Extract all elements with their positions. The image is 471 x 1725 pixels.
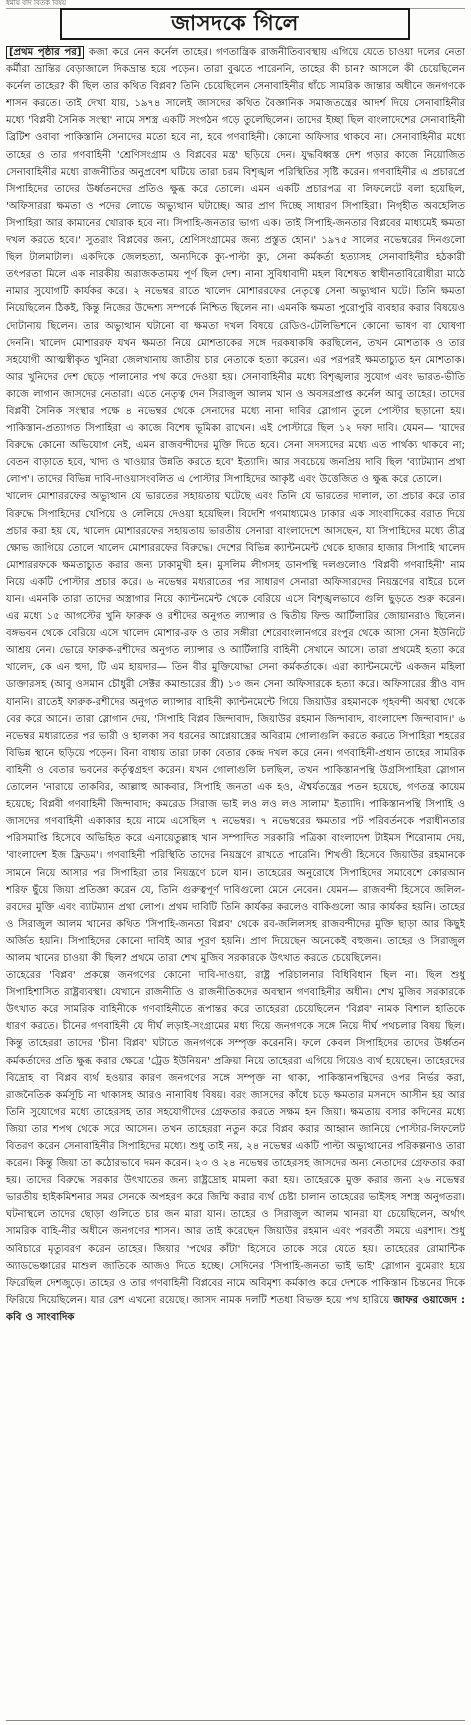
top-text-fragment: ধৰ্মীয় বাদ বিতৰ্ক বিষয় [6, 0, 465, 9]
byline: জাফর ওয়াজেদ : কবি ও সাংবাদিক [6, 1294, 465, 1323]
article-paragraph-2 [6, 488, 465, 967]
article-body [6, 44, 465, 1716]
continuation-tag: [প্রথম পৃষ্ঠার পর] [6, 46, 84, 59]
headline: জাসদকে গিলে [171, 9, 299, 35]
article-paragraph-3 [6, 967, 465, 1326]
bottom-rule [6, 1720, 465, 1721]
paragraph-text: তাহেরের 'বিপ্লব' প্রকল্পে জনগণের কোনো দাবি-দাওয়া, রাষ্ট্র পরিচালনার বিধিবিধান ছিল না। ছিল শুধু সিপাহিশাসিত রাষ্ট্রব্যবস্থা। যেখানে রাজনীতি ও রাজনীতিকদের অবস্থান গণবাহিনীর অধীন। শেখ মুজিব সরকারকে উৎখাত করে সামরিক বাহিনীকে গণবাহিনীতে রূপান্তর করে তাহেররা চেয়েছিলেন 'বিপ্লব' নামক বিশাল হাতিকে ধারণ করতে। চীনের গণবাহিনী যে দীর্ঘ লড়াই-সংগ্রামের মধ্য দিয়ে জনগণকে সঙ্গে নিয়ে দীর্ঘ পথচলার বিষয় ছিল। কিন্তু তাহেররা তাদের 'চীনা বিপ্লব' ঘটাতে জনগণকে সম্পৃক্ত করেননি। ফলে কেবল সিপাহিদের তাদের উর্ধ্বতন কর্মকর্তাদের প্রতি ক্ষুব্ধ করার ক্ষেত্রে 'ট্রেড ইউনিয়ন' প্রক্রিয়া নিয়ে তাহেররা এগিয়ে গিয়েও ব্যর্থ হয়েছেন। তাহেরদের বিদ্রোহ বা বিপ্লব ব্যর্থ হওয়ার কারণ জনগণের সঙ্গে সম্পৃক্ত না থাকা, পাকিস্তানপন্থিদের ওপর নির্ভর করা, রাজনৈতিক কর্মসূচি না থাকাসহ আরও নানাবিধ বিষয়। বরং জাসদের কাঁধে চড়ে ক্ষমতার মসনদে আসীন হয় আর তিনি সুযোগের মধ্যে তাহেরসহ তার সহযোগীদের গ্রেফতার করতে সক্ষম হন জিয়া। ক্ষমতায় বসার কদিনের মধ্যে জিয়া তার শপথ থেকে সরে আসেন। তখন তাহেররা নতুন করে বিপ্লব করার আহ্বান জানিয়ে পোস্টার-লিফলেট বিতরণ করেন সেনাবাহিনীর সিপাহিদের মধ্যে। শুধু তাই নয়, ২৪ নভেম্বর একটি পাল্টা অভ্যুত্থানের পরিকল্পনাও তারা করেন। কিন্তু জিয়া তা কঠোরভাবে দমন করেন। ২৩ ও ২৪ নভেম্বর তাহেরসহ জাসদের অন্য নেতাদের গ্রেফতার করা হয়। তাদের বিরুদ্ধে সরকার উৎখাতের জন্য রাষ্ট্রদ্রোহ মামলা করা হয়। তাহেরকে মুক্ত করার জন্য ২৬ নভেম্বর ভারতীয় হাইকমিশনার সমর সেনকে অপহরণ করে জিম্মি করার ব্যর্থ চেষ্টা চালান তাহেরের ভাইসহ সশস্ত্র অনুগতরা। ঘটনাস্থলে তাদের ছোড়া গুলিতে চার জন মারা যান। তাহের ও সিরাজুল আলম খানরা যা চেয়েছিলেন, অর্থাৎ সামরিক বাহি-নীর অধীনে জনগণের শাসন। আর তাই করেছেন জিয়াউর রহমান এবং পরবর্তী সময়ে এরশাদ। শুধু অবিচারে মৃত্যুবরণ করেন তাহের। জিয়ার 'পথের কাঁটা' হিসেবে তাকে সরে যেতে হয়। তাহেরের রোমান্টিক অ্যাডভেঞ্চারের মাশুল জাতিকে আজও দিতে হচ্ছে। সেদিনের 'সিপাহি-জনতা ভাই ভাই' স্লোগান বুমেরাং হয়ে ফিরেছিল দেশজুড়ে। তাহের ও তার গণবাহিনী বিপ্লবের নামে অবিমৃশ্য কর্মকাণ্ড করে দেশকে পাকিস্তান চিন্তনের দিকে ফিরিয়ে দিয়েছিলেন। যার রেশ এখনো রয়েছে। জাসদ নামক দলটি শতধা বিভক্ত হয়ে পথ হারিয়ে [6, 970, 465, 1306]
article-paragraph-1 [6, 44, 465, 488]
paragraph-text: খালেদ মোশাররফের অভ্যুত্থান যে ভারতের সহায়তায় ঘটেছে এবং তিনি যে ভারতের দালাল, তা প্রচার করে তার বিরুদ্ধে সিপাহিদের খেপিয়ে ও লেলিয়ে দেওয়া হয়েছিল। বিদেশি গণমাধ্যমেও ঢাকার এক সাংবাদিকের বরাত দিয়ে প্রচার করা হয় যে, খালেদ মোশাররফের সহায়তায় ভারতীয় সেনারা বাংলাদেশে আসছেন, যা সিপাহিদের মধ্যে তীব্র ক্ষোভ জাগিয়ে তোলে খালেদ মোশাররফের বিরুদ্ধে। দেশের বিভিন্ন ক্যান্টনমেন্ট থেকে হাজার হাজার সিপাহি খালেদ মোশাররফকে ক্ষমতাচ্যুত করার জন্য ঢাকামুখী হন। মুসলিম লীগসহ ডানপন্থি দলগুলোও 'বিপ্লবী গণবাহিনী' নাম নিয়ে একটি পোস্টার প্রচার করে। ৬ নভেম্বর মধ্যরাতের পর সাধারণ সেনারা অফিসারদের নিয়ন্ত্রণের বাইরে চলে যান। এমনকি তারা তাদের অস্ত্রাগার নিয়ে ক্যান্টনমেন্ট থেকে বেরিয়ে এসে বিশৃঙ্খলভাবে গুলি ছুড়তে শুরু করেন। এর মধ্যে ১৫ আগস্টের খুনি ফারুক ও রশীদের অনুগত ল্যান্সার ও দ্বিতীয় ফিল্ড আর্টিলারির জোয়ানরাও ছিলেন। বঙ্গভবন থেকে বেরিয়ে এসে খালেদ মোশার-রফ ও তার সঙ্গীরা শেরেবাংলানগরে রংপুর থেকে আসা সেনা ইউনিটে আশ্রয় নেন। ভোরে ফারুক-রশীদের অনুগত ল্যান্সার ও আর্টিলারি বাহিনী সেখানে আসে। তারা প্রথমেই হত্যা করে খালেদ, কে এন হুদা, টি এম হায়দার— তিন বীর মুক্তিযোদ্ধা সেনা কর্মকর্তাকে। এরা ক্যান্টনমেন্টে একজন মহিলা ডাক্তারসহ (আবু ওসমান চৌধুরী সেক্টর কমান্ডারের স্ত্রী) ১৩ জন সেনা অফিসারকে হত্যা করে। অফিসারের স্ত্রীও বাদ যাননি। রাতেই ফারুক-রশীদের অনুগত ল্যান্সার বাহিনী ক্যান্টনমেন্টে গিয়ে জিয়াউর রহমানকে গৃহবন্দী অবস্থা থেকে বের করে আনে। তারা স্লোগান দেয়, 'সিপাহি বিপ্লব জিন্দাবাদ, জিয়াউর রহমান জিন্দাবাদ, বাংলাদেশ জিন্দাবাদ।' ৬ নভেম্বর মধ্যরাতের পর ভারী ও হালকা সব ধরনের আগ্নেয়াস্ত্রের অবিরাম গোলাগুলি করতে করতে সিপাহিরা শহরের বিভিন্ন স্থানে ছড়িয়ে পড়েন। বিনা বাধায় তারা ঢাকা বেতার কেন্দ্র দখল করে নেন। গণবাহিনী-প্রধান তাহের সামরিক বাহিনী ও বেতার ভবনের কর্তৃত্বগ্রহণ করেন। যখন গোলাগুলি চলছিল, তখন পাকিস্তানপন্থি উগ্রসিপাহিরা স্লোগান তোলেন 'নারায়ে তাকবির, আল্লাহু আকবার, সিপাহি জনতা এক হও, ঐশ্বর্যতন্ত্রের পতন হয়েছে, গণতন্ত্র কায়েম হয়েছে; বিপ্লবী গণবাহিনী জিন্দাবাদ; কমরেড সিরাজ ভাই লও লও লও সালাম' ইত্যাদি। পাকিস্তানপন্থি সিপাহি ও জাসদের গণবাহিনী একাকার হয়ে নামে এসেছিল ৭ নভেম্বর। ৭ নভেম্বরের ক্ষমতার পট পরিবর্তনকে পরাধীনতার পরিসমাপ্তি হিসেবে অভিহিত করে এনায়েতুল্লাহ খান সম্পাদিত সরকারি পত্রিকা বাংলাদেশ টাইমস শিরোনাম দেয়, 'বাংলাদেশ ইজ ফ্রিডম'। গণবাহিনী পরিস্থিতি তাদের নিয়ন্ত্রণে রাখতে পারেনি। শিখণ্ডী হিসেবে জিয়াউর রহমানকে সামনে নিয়ে আসার পর সিপাহিরা তার নিয়ন্ত্রণে চলে যান। তাহেরের অনুরোধে সিপাহিদের সমাবেশে কোরআন শরিফ ছুঁয়ে জিয়া প্রতিজ্ঞা করেন যে, তিনি গুরুত্বপূর্ণ দাবিগুলো মেনে নেবেন। যেমন— রাজবন্দী হিসেবে জলিল-রবদের মুক্তি এবং ব্যাটম্যান প্রথা লোপ। প্রথম দাবিটি তিনি কার্যকর করলেও বাকিগুলো আর কার্যকর হয়নি। তাহের ও সিরাজুল আলম খানের কথিত 'সিপাহি-জনতা বিপ্লব' থেকে রব-জলিলসহ রাজবন্দীদের মুক্তি ছাড়া আর কিছুই অর্জিত হয়নি। সিপাহিদের কোনো দাবিই আর পূরণ হয়নি। প্রাণ দিয়েছেন অনেকেই বহুজন। তাহের ও সিরাজুল আলম খানের চাওয়া কী ছিল? প্রথমে তারা শেখ মুজিব সরকারকে উৎখাত করতে চেয়েছিলেন। [6, 491, 465, 964]
headline-box [60, 8, 410, 40]
paragraph-text: কজা করে নেন কর্নেল তাহের। গণতান্ত্রিক রাজনীতিব্যবস্থায় এগিয়ে যেতে চাওয়া দলের নেতা কর্মীরা ভ্রান্তির বেড়াজালে দিকভ্রান্ত হয়ে পড়েন। তারা বুঝতে পারেননি, তাহের কী চান? আসলে কী চেয়েছিলেন কর্নেল তাহের? কী ছিল তার কথিত বিপ্লব? তিনি চেয়েছিলেন সেনাবাহিনীর ধাঁচে সামরিক জান্তার অধীনে জনগণকে শাসন করতে। তাই দেখা যায়, ১৯৭৪ সালেই জাসদের কথিত বৈজ্ঞানিক সমাজতন্ত্রের আদর্শ দিয়ে সেনাবাহিনীর মধ্যে 'বিপ্লবী সৈনিক সংস্থা' নামে সশস্ত্র একটি সংগঠন গড়ে তুলেছিলেন। তাদের ইচ্ছা ছিল বাংলাদেশের সেনাবাহিনী ব্রিটিশ ওবাবা পাকিস্তানি সেনাদের মতো হবে না, হবে গণবাহিনী। কোনো অফিসার থাকবে না। সেনাবাহিনীর মধ্যে তাহের ও তার গণবাহিনী 'শ্রেণিসংগ্রাম ও বিপ্লবের মন্ত্র' ছড়িয়ে দেন। যুদ্ধবিধ্বস্ত দেশ গড়ার কাজে নিয়োজিত সেনাবাহিনীর মধ্যে রাজনীতির অনুপ্রবেশ ঘটিয়ে তারা চরম বিশৃঙ্খল পরিস্থিতির সৃষ্টি করেন। গণবাহিনীর এ প্রচারপ্রে সিপাহিদের তাদের উর্ধ্বতনদের প্রতিও ক্ষুব্ধ করে তোলে। এমন একটি প্রচারপত্র বা লিফলেটে বলা হয়েছিল, 'অফিসাররা ক্ষমতা ও পদের লোভে অভ্যুত্থান ঘটাচ্ছে। আর প্রাণ দিচ্ছে সাধারণ সিপাহিরা। নিগৃহীত অবহেলিত সিপাহিরা আর কামানের খোরাক হবে না। সিপাহি-জনতার ভাগ্য এক। তাই সিপাহি-জনতার বিপ্লবের মাধ্যমেই ক্ষমতা দখল করতে হবে।' সুতরাং বিপ্লবের জন্য, শ্রেণিসংগ্রামের জন্য প্রস্তুত হোন।' ১৯৭৫ সালের নভেম্বরের দিনগুলো ছিল টালমাটাল। একদিকে জেলহত্যা, অন্যদিকে ক্যু-পাল্টা ক্যু, সেনা কর্মকর্তা হত্যাসহ সেনাবাহিনীর হঠকারী তৎপরতা মিলে এক নারকীয় অরাজকতাময় পূর্ণ ছিল দেশ। নানা সুবিধাবাদী মহল বিশেষত স্বাধীনতাবিরোধীরা মাঠে নামার সুযোগটি কার্যকর করে। ২ নভেম্বর রাতে খালেদ মোশাররফের নেতৃত্বে সেনা অভ্যুত্থান ঘটে। তিনি ক্ষমতা নিয়েছিলেন ঠিকই, কিন্তু নিজের উদ্দেশ্য সম্পর্কে নিশ্চিত ছিলেন না। এমনকি ক্ষমতা পুরোপুরি ব্যবহার করার বিষয়েও দোটানায় ছিলেন। তার অভ্যুত্থান ঘটানো বা ক্ষমতা দখল বিষয়ে রেডিও-টেলিভিশনে কোনো ভাষণ বা ঘোষণা দেননি। খালেদ মোশাররফ যখন ক্ষমতা নিয়ে মোশতাকের সঙ্গে দরকষাকষি করছিলেন, তখন মোশতাক ও তার সহযোগী আত্মস্বীকৃত খুনিরা জেলখানায় জাতীয় চার নেতাকে হত্যা করেন। এর পরপরই ক্ষমতাচ্যুত হন মোশতাক। আর খুনিদের দেশ ছেড়ে পালানোর পথ করে দেওয়া হয়। সেনাবাহিনীর মধ্যে বিশৃঙ্খলার সুযোগ এবং ভারত-ভীতি কাজে লাগান জাসদের নেতারা। এতে নেতৃত্ব দেন সিরাজুল আলম খান ও অবসরপ্রাপ্ত কর্নেল আবু তাহের। তাদের বিপ্লবী সৈনিক সংস্থার পক্ষে ৪ নভেম্বর থেকে সেনাদের মধ্যে নানা দাবির স্লোগান তুলে পোস্টার ছড়ানো হয়। পাকিস্তান-প্রত্যাগত সিপাহিরা এ কাজে বিশেষ ভূমিকা রাখেন। এই পোস্টারে ছিল ১২ দফা দাবি। যেমন— 'যাদের বিরুদ্ধে কোনো অভিযোগ নেই, এমন রাজবন্দীদের মুক্তি দিতে হবে। সেনা সদস্যদের মধ্যে এত পার্থক্য থাকবে না; বেতন বাড়াতে হবে, খাদ্য ও খাওয়ার উন্নতি করতে হবে' ইত্যাদি। আর সবচেয়ে জনপ্রিয় দাবি ছিল 'ব্যাটম্যান প্রথা লোপ'। তাদের বিভিন্ন দাবি-দাওয়াসংবলিত এ পোস্টার সিপাহিদের আকৃষ্ট এবং উত্তেজিত ও ক্ষুব্ধ করে তোলে। [6, 47, 465, 486]
